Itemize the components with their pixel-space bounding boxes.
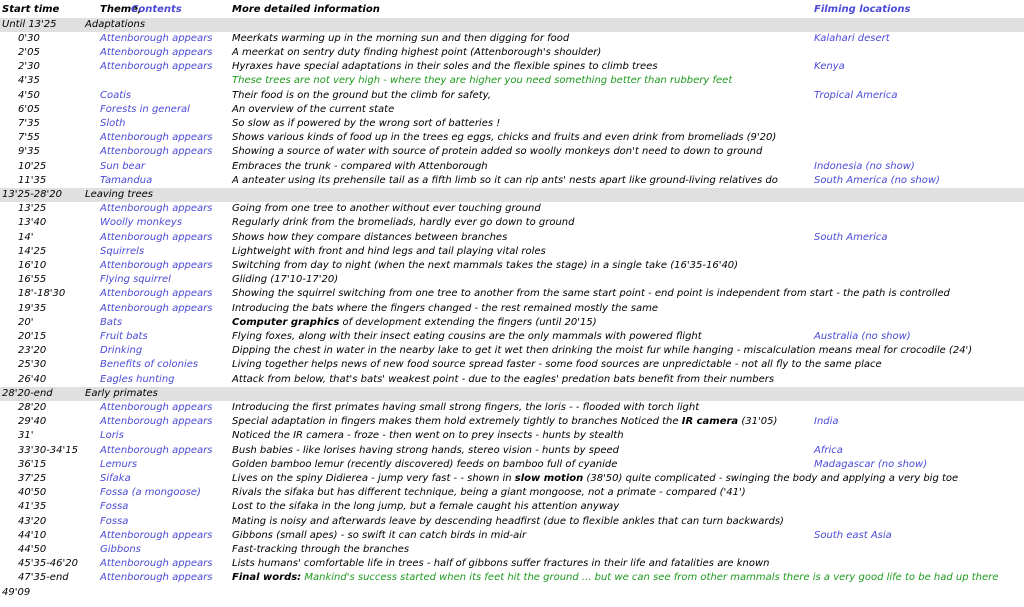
info-cell[interactable] bbox=[232, 302, 658, 316]
info-text: Regularly drink from the bromeliads, hardly ever go down to ground bbox=[232, 217, 575, 229]
table-row[interactable] bbox=[0, 273, 1024, 287]
start-time-cell[interactable]: 47'35-end bbox=[18, 572, 69, 584]
start-time-cell[interactable]: 10'25 bbox=[18, 160, 47, 172]
table-row[interactable] bbox=[0, 500, 1024, 514]
start-time-cell[interactable]: 19'35 bbox=[18, 302, 47, 314]
start-time-cell[interactable]: 18'-18'30 bbox=[18, 288, 66, 300]
theme-cell[interactable]: Lemurs bbox=[100, 458, 138, 470]
info-cell[interactable] bbox=[232, 287, 950, 301]
start-time-cell[interactable]: 29'40 bbox=[18, 416, 47, 428]
section-title[interactable]: Early primates bbox=[85, 387, 158, 399]
info-cell[interactable] bbox=[232, 500, 619, 514]
location-cell[interactable]: Australia (no show) bbox=[814, 330, 911, 342]
theme-cell[interactable]: Sun bear bbox=[100, 160, 145, 172]
theme-cell[interactable]: Attenborough appears bbox=[100, 46, 213, 58]
theme-cell[interactable]: Attenborough appears bbox=[100, 132, 213, 144]
theme-cell[interactable]: Attenborough appears bbox=[100, 302, 213, 314]
info-text: Dipping the chest in water in the nearby lake to get it wet then drinking the moist fur while hanging - miscalculation means meal for crocodile (24') bbox=[232, 345, 973, 357]
table-row[interactable] bbox=[0, 557, 1024, 571]
start-time-cell[interactable]: 4'35 bbox=[18, 75, 40, 87]
table-row[interactable] bbox=[0, 245, 1024, 259]
info-cell[interactable] bbox=[232, 472, 958, 486]
section-row[interactable] bbox=[0, 18, 1024, 32]
table-row[interactable] bbox=[0, 231, 1024, 245]
info-text: Their food is on the ground but the climb for safety, bbox=[232, 89, 491, 101]
start-time-cell[interactable]: 23'20 bbox=[18, 345, 47, 357]
start-time-cell[interactable]: 40'50 bbox=[18, 487, 47, 499]
info-text: Shows how they compare distances between branches bbox=[232, 231, 508, 243]
info-text: of development extending the fingers (until 20'15) bbox=[339, 316, 597, 328]
info-text: Shows various kinds of food up in the trees eg eggs, chicks and fruits and even drink from bromeliads (9'20) bbox=[232, 132, 777, 144]
info-cell[interactable] bbox=[232, 89, 491, 103]
table-row[interactable] bbox=[0, 571, 1024, 585]
info-text: An overview of the current state bbox=[232, 103, 395, 115]
start-time-cell[interactable]: 0'30 bbox=[18, 32, 40, 44]
info-cell[interactable] bbox=[232, 60, 658, 74]
table-row[interactable] bbox=[0, 131, 1024, 145]
info-text: Lightweight with front and hind legs and tail playing vital roles bbox=[232, 245, 546, 257]
info-text: Gibbons (small apes) - so swift it can catch birds in mid-air bbox=[232, 529, 527, 541]
theme-cell[interactable]: Bats bbox=[100, 316, 123, 328]
info-bold-text: IR camera bbox=[681, 416, 739, 428]
start-time-cell[interactable]: 7'35 bbox=[18, 117, 40, 129]
start-time-cell[interactable]: 28'20 bbox=[18, 401, 47, 413]
info-text: Flying foxes, along with their insect eating cousins are the only mammals with powered flight bbox=[232, 330, 702, 342]
info-text: Lives on the spiny Didierea - jump very fast - - shown in bbox=[232, 472, 515, 484]
table-row[interactable] bbox=[0, 302, 1024, 316]
theme-cell[interactable]: Gibbons bbox=[100, 543, 141, 555]
start-time-cell[interactable]: 44'10 bbox=[18, 529, 47, 541]
info-cell[interactable] bbox=[232, 401, 699, 415]
start-time-cell[interactable]: 13'25-28'20 bbox=[2, 188, 63, 200]
info-cell[interactable] bbox=[232, 216, 575, 230]
theme-cell[interactable]: Sloth bbox=[100, 117, 126, 129]
header-row bbox=[0, 3, 1024, 17]
theme-cell[interactable]: Attenborough appears bbox=[100, 146, 213, 158]
start-time-cell[interactable]: 14'25 bbox=[18, 245, 47, 257]
info-tail-text: (38'50) quite complicated - swinging the body and applying a very big toe bbox=[583, 472, 959, 484]
location-cell[interactable]: India bbox=[814, 416, 839, 428]
table-row[interactable] bbox=[0, 458, 1024, 472]
section-row[interactable] bbox=[0, 387, 1024, 401]
info-text: Switching from day to night (when the next mammals takes the stage) in a single take (16'35-16'40) bbox=[232, 259, 739, 271]
info-cell[interactable] bbox=[232, 160, 488, 174]
start-time-cell[interactable]: 44'50 bbox=[18, 543, 47, 555]
start-time-cell[interactable]: 20'15 bbox=[18, 330, 47, 342]
header-start-time[interactable]: Start time bbox=[2, 4, 60, 15]
info-cell[interactable] bbox=[232, 131, 776, 145]
table-row[interactable] bbox=[0, 344, 1024, 358]
start-time-cell[interactable]: 20' bbox=[18, 316, 34, 328]
info-text: Mating is noisy and afterwards leave by descending headfirst (due to flexible ankles that can turn backwards) bbox=[232, 515, 784, 527]
location-cell[interactable]: South America bbox=[814, 231, 888, 243]
info-cell[interactable] bbox=[232, 117, 500, 131]
theme-cell[interactable]: Fossa bbox=[100, 515, 129, 527]
start-time-cell[interactable]: 4'50 bbox=[18, 89, 40, 101]
start-time-cell[interactable]: 9'35 bbox=[18, 146, 40, 158]
table-row[interactable] bbox=[0, 145, 1024, 159]
info-text: Embraces the trunk - compared with Attenborough bbox=[232, 160, 488, 172]
table-row[interactable] bbox=[0, 529, 1024, 543]
location-cell[interactable]: South America (no show) bbox=[814, 174, 940, 186]
start-time-cell[interactable]: 2'30 bbox=[18, 61, 40, 73]
info-text: Special adaptation in fingers makes them hold extremely tightly to branches Noticed the bbox=[232, 416, 682, 428]
info-cell[interactable] bbox=[232, 515, 784, 529]
table-row[interactable] bbox=[0, 60, 1024, 74]
table-row[interactable] bbox=[0, 287, 1024, 301]
theme-cell[interactable]: Squirrels bbox=[100, 245, 145, 257]
table-row[interactable] bbox=[0, 543, 1024, 557]
info-text: Attack from below, that's bats' weakest point - due to the eagles' predation bats benefit from their numbers bbox=[232, 373, 775, 385]
info-text: Showing the squirrel switching from one tree to another from the same start point - end point is independent from start - the path is controlled bbox=[232, 288, 950, 300]
table-row[interactable] bbox=[0, 89, 1024, 103]
info-text: Rivals the sifaka but has different technique, being a giant mongoose, not a primate - compared ('41') bbox=[232, 487, 746, 499]
info-cell[interactable] bbox=[232, 145, 762, 159]
theme-cell[interactable]: Sifaka bbox=[100, 472, 131, 484]
info-cell[interactable] bbox=[232, 330, 702, 344]
theme-cell[interactable]: Attenborough appears bbox=[100, 61, 213, 73]
info-cell[interactable] bbox=[232, 458, 617, 472]
info-text: Meerkats warming up in the morning sun and then digging for food bbox=[232, 32, 570, 44]
info-cell[interactable] bbox=[232, 571, 998, 585]
info-text: A meerkat on sentry duty finding highest point (Attenborough's shoulder) bbox=[232, 46, 602, 58]
location-cell[interactable]: Kalahari desert bbox=[814, 32, 890, 44]
start-time-cell[interactable]: 43'20 bbox=[18, 515, 47, 527]
info-text: Living together helps news of new food source spread faster - some food sources are unpredictable - not all fly to the same place bbox=[232, 359, 882, 371]
start-time-cell[interactable]: 14' bbox=[18, 231, 34, 243]
theme-cell[interactable]: Woolly monkeys bbox=[100, 217, 183, 229]
info-text: Noticed the IR camera - froze - then went on to prey insects - hunts by stealth bbox=[232, 430, 624, 442]
start-time-cell[interactable]: 11'35 bbox=[18, 174, 47, 186]
info-cell[interactable] bbox=[232, 415, 777, 429]
theme-cell[interactable]: Fruit bats bbox=[100, 330, 148, 342]
info-text: Golden bamboo lemur (recently discovered) feeds on bamboo full of cyanide bbox=[232, 458, 618, 470]
info-cell[interactable] bbox=[232, 202, 541, 216]
info-text: Gliding (17'10-17'20) bbox=[232, 274, 339, 286]
start-time-cell[interactable]: 26'40 bbox=[18, 373, 47, 385]
table-row[interactable] bbox=[0, 486, 1024, 500]
theme-cell[interactable]: Loris bbox=[100, 430, 124, 442]
start-time-cell[interactable]: 25'30 bbox=[18, 359, 47, 371]
table-row[interactable] bbox=[0, 174, 1024, 188]
table-row[interactable] bbox=[0, 586, 1024, 600]
info-cell[interactable] bbox=[232, 103, 394, 117]
table-row[interactable] bbox=[0, 358, 1024, 372]
start-time-cell[interactable]: 13'40 bbox=[18, 217, 47, 229]
info-cell[interactable] bbox=[232, 259, 738, 273]
info-cell[interactable] bbox=[232, 373, 774, 387]
theme-cell[interactable]: Drinking bbox=[100, 345, 143, 357]
start-time-cell[interactable]: 16'55 bbox=[18, 274, 47, 286]
header-theme[interactable]: Theme, bbox=[100, 4, 142, 15]
location-cell[interactable]: Kenya bbox=[814, 61, 845, 73]
theme-cell[interactable]: Attenborough appears bbox=[100, 416, 213, 428]
info-text: Bush babies - like lorises having strong hands, stereo vision - hunts by speed bbox=[232, 444, 619, 456]
info-cell[interactable] bbox=[232, 429, 624, 443]
theme-cell[interactable]: Fossa (a mongoose) bbox=[100, 487, 201, 499]
table-row[interactable] bbox=[0, 330, 1024, 344]
info-bold-text: Computer graphics bbox=[232, 316, 340, 328]
theme-cell[interactable]: Benefits of colonies bbox=[100, 359, 199, 371]
theme-cell[interactable]: Eagles hunting bbox=[100, 373, 175, 385]
info-cell[interactable] bbox=[232, 344, 972, 358]
theme-cell[interactable]: Attenborough appears bbox=[100, 288, 213, 300]
info-cell[interactable] bbox=[232, 231, 507, 245]
theme-cell[interactable]: Attenborough appears bbox=[100, 529, 213, 541]
info-cell[interactable] bbox=[232, 444, 619, 458]
location-cell[interactable]: Africa bbox=[814, 444, 843, 456]
info-text: Introducing the bats where the fingers changed - the rest remained mostly the same bbox=[232, 302, 659, 314]
info-text: So slow as if powered by the wrong sort of batteries ! bbox=[232, 117, 501, 129]
table-row[interactable] bbox=[0, 429, 1024, 443]
info-text: Hyraxes have special adaptations in their soles and the flexible spines to climb trees bbox=[232, 61, 658, 73]
info-text: Showing a source of water with source of protein added so woolly monkeys don't need to down to ground bbox=[232, 146, 763, 158]
theme-cell[interactable]: Attenborough appears bbox=[100, 231, 213, 243]
info-text: Introducing the first primates having small strong fingers, the loris - - flooded with torch light bbox=[232, 401, 700, 413]
location-cell[interactable]: Tropical America bbox=[814, 89, 898, 101]
start-time-cell[interactable]: 49'09 bbox=[2, 586, 31, 598]
info-cell[interactable] bbox=[232, 245, 546, 259]
section-title[interactable]: Adaptations bbox=[85, 18, 146, 30]
start-time-cell[interactable]: 7'55 bbox=[18, 132, 40, 144]
start-time-cell[interactable]: 13'25 bbox=[18, 203, 47, 215]
start-time-cell[interactable]: 28'20-end bbox=[2, 387, 53, 399]
theme-cell[interactable]: Attenborough appears bbox=[100, 444, 213, 456]
location-cell[interactable]: South east Asia bbox=[814, 529, 892, 541]
header-contents[interactable]: Contents bbox=[131, 4, 182, 15]
table-row[interactable] bbox=[0, 401, 1024, 415]
table-row[interactable] bbox=[0, 46, 1024, 60]
info-cell[interactable] bbox=[232, 486, 746, 500]
theme-cell[interactable]: Attenborough appears bbox=[100, 558, 213, 570]
start-time-cell[interactable]: 37'25 bbox=[18, 472, 47, 484]
info-cell[interactable] bbox=[232, 543, 409, 557]
table-row[interactable] bbox=[0, 259, 1024, 273]
info-cell[interactable] bbox=[232, 174, 778, 188]
info-cell[interactable] bbox=[232, 358, 882, 372]
table-row[interactable] bbox=[0, 472, 1024, 486]
info-cell[interactable] bbox=[232, 46, 601, 60]
theme-cell[interactable]: Attenborough appears bbox=[100, 401, 213, 413]
start-time-cell[interactable]: 6'05 bbox=[18, 103, 40, 115]
start-time-cell[interactable]: 36'15 bbox=[18, 458, 47, 470]
info-cell[interactable] bbox=[232, 74, 732, 88]
info-bold-text: slow motion bbox=[514, 472, 584, 484]
header-locations[interactable]: Filming locations bbox=[814, 4, 911, 15]
start-time-cell[interactable]: Until 13'25 bbox=[2, 18, 57, 30]
table-row[interactable] bbox=[0, 515, 1024, 529]
info-green-text: Mankind's success started when its feet hit the ground ... but we can see from other mammals there is a very good life to be had up there bbox=[301, 572, 999, 584]
theme-cell[interactable]: Attenborough appears bbox=[100, 259, 213, 271]
table-row[interactable] bbox=[0, 444, 1024, 458]
theme-cell[interactable]: Flying squirrel bbox=[100, 274, 171, 286]
theme-cell[interactable]: Attenborough appears bbox=[100, 32, 213, 44]
theme-cell[interactable]: Coatis bbox=[100, 89, 132, 101]
start-time-cell[interactable]: 2'05 bbox=[18, 46, 40, 58]
start-time-cell[interactable]: 33'30-34'15 bbox=[18, 444, 79, 456]
table-row[interactable] bbox=[0, 316, 1024, 330]
table-row[interactable] bbox=[0, 415, 1024, 429]
table-row[interactable] bbox=[0, 103, 1024, 117]
table-row[interactable] bbox=[0, 160, 1024, 174]
info-text: Lists humans' comfortable life in trees - half of gibbons suffer fractures in their life and fatalities are known bbox=[232, 558, 770, 570]
start-time-cell[interactable]: 31' bbox=[18, 430, 34, 442]
start-time-cell[interactable]: 45'35-46'20 bbox=[18, 558, 79, 570]
theme-cell[interactable]: Tamandua bbox=[100, 174, 153, 186]
info-cell[interactable] bbox=[232, 32, 569, 46]
start-time-cell[interactable]: 16'10 bbox=[18, 259, 47, 271]
theme-cell[interactable]: Attenborough appears bbox=[100, 203, 213, 215]
info-text: Lost to the sifaka in the long jump, but a female caught his attention anyway bbox=[232, 501, 620, 513]
table-row[interactable] bbox=[0, 117, 1024, 131]
info-text: Fast-tracking through the branches bbox=[232, 543, 410, 555]
location-cell[interactable]: Indonesia (no show) bbox=[814, 160, 915, 172]
table-row[interactable] bbox=[0, 202, 1024, 216]
info-cell[interactable] bbox=[232, 557, 770, 571]
section-title[interactable]: Leaving trees bbox=[85, 188, 153, 200]
location-cell[interactable]: Madagascar (no show) bbox=[814, 458, 928, 470]
info-tail-text: (31'05) bbox=[738, 416, 778, 428]
info-text: A anteater using its prehensile tail as a fifth limb so it can rip ants' nests apart like ground-living relatives do bbox=[232, 174, 778, 186]
start-time-cell[interactable]: 41'35 bbox=[18, 501, 47, 513]
section-row[interactable] bbox=[0, 188, 1024, 202]
table-row[interactable] bbox=[0, 32, 1024, 46]
theme-cell[interactable]: Fossa bbox=[100, 501, 129, 513]
table-row[interactable] bbox=[0, 216, 1024, 230]
theme-cell[interactable]: Forests in general bbox=[100, 103, 190, 115]
theme-cell[interactable]: Attenborough appears bbox=[100, 572, 213, 584]
info-cell[interactable] bbox=[232, 273, 338, 287]
info-cell[interactable] bbox=[232, 529, 526, 543]
table-row[interactable] bbox=[0, 373, 1024, 387]
info-text: These trees are not very high - where they are higher you need something better than rubbery feet bbox=[232, 75, 733, 87]
info-text: Going from one tree to another without ever touching ground bbox=[232, 203, 541, 215]
info-bold-text: Final words: bbox=[232, 572, 302, 584]
header-info[interactable]: More detailed information bbox=[232, 4, 380, 15]
info-cell[interactable] bbox=[232, 316, 597, 330]
table-row[interactable] bbox=[0, 74, 1024, 88]
